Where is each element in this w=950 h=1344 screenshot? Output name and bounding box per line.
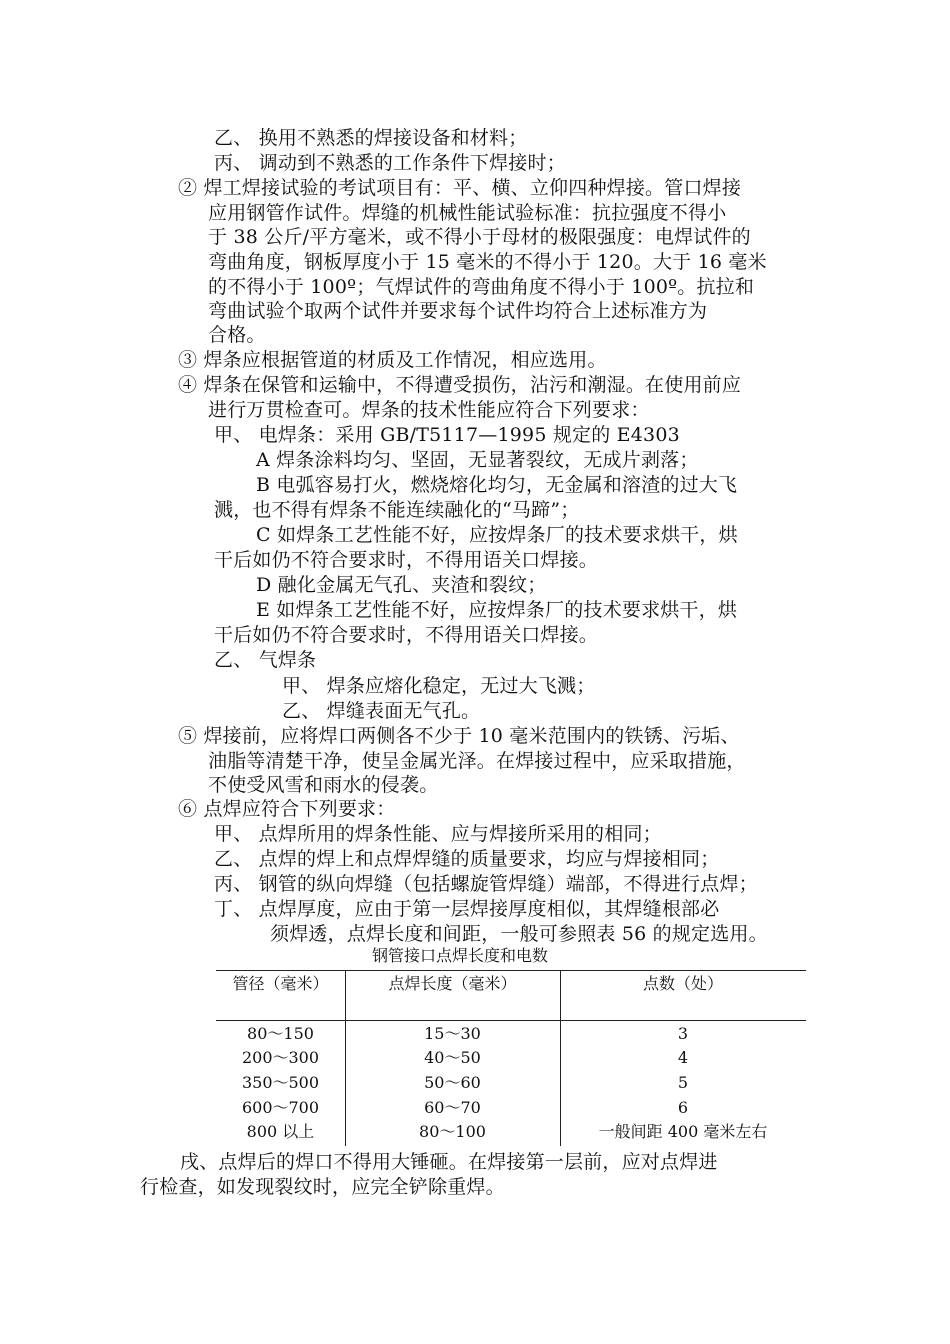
table-cell: 3 [677,1024,689,1043]
table-cell: 350～500 [241,1073,320,1092]
table-cell: 80～100 [419,1122,486,1141]
text-line: 乙、 焊缝表面无气孔。 [282,700,481,722]
table-cell: 4 [677,1048,689,1067]
text-line: B 电弧容易打火，燃烧熔化均匀，无金属和溶渣的过大飞 [256,474,738,496]
text-line: A 焊条涂料均匀、坚固，无显著裂纹，无成片剥落； [256,449,699,471]
text-line: 应用钢管作试件。焊缝的机械性能试验标准：抗拉强度不得小 [208,202,727,224]
text-line: 须焊透，点焊长度和间距，一般可参照表 56 的规定选用。 [270,923,768,945]
table-cell: 800 以上 [246,1122,315,1141]
text-line: 合格。 [208,324,266,346]
text-line: 不使受风雪和雨水的侵袭。 [208,774,439,796]
text-line: ④ 焊条在保管和运输中，不得遭受损伤，沾污和潮湿。在使用前应 [178,374,742,396]
text-line: 甲、 焊条应熔化稳定，无过大飞溅； [282,675,596,697]
table-header-cell: 管径（毫米） [232,974,329,993]
text-line: 油脂等清楚干净，使呈金属光泽。在焊接过程中，应采取措施， [208,750,746,772]
text-line: 干后如仍不符合要求时，不得用语关口焊接。 [214,624,599,646]
table-cell: 50～60 [424,1073,481,1092]
table-cell: 5 [677,1073,689,1092]
text-line: ⑤ 焊接前，应将焊口两侧各不少于 10 毫米范围内的铁锈、污垢、 [178,725,740,747]
text-line: ② 焊工焊接试验的考试项目有：平、横、立仰四种焊接。管口焊接 [178,177,742,199]
text-line: 乙、 换用不熟悉的焊接设备和材料； [214,127,528,149]
table-cell: 600～700 [241,1098,320,1117]
text-line: 丁、 点焊厚度，应由于第一层焊接厚度相似，其焊缝根部必 [214,898,720,920]
text-line: 丙、 调动到不熟悉的工作条件下焊接时； [214,152,566,174]
text-line: D 融化金属无气孔、夹渣和裂纹； [256,574,547,596]
table-cell: 80～150 [247,1024,314,1043]
table-cell: 60～70 [424,1098,481,1117]
text-line: 弯曲角度，钢板厚度小于 15 毫米的不得小于 120。大于 16 毫米 [208,251,767,273]
spot-weld-table [216,970,806,1146]
text-line: 甲、 电焊条：采用 GB/T5117—1995 规定的 E4303 [214,424,680,446]
table-cell: 200～300 [241,1048,320,1067]
table-cell: 6 [677,1098,689,1117]
table-cell: 15～30 [424,1024,481,1043]
text-line: 乙、 气焊条 [214,649,317,671]
table-cell: 40～50 [424,1048,481,1067]
text-line: 于 38 公斤/平方毫米，或不得小于母材的极限强度：电焊试件的 [208,226,751,248]
text-line: ③ 焊条应根据管道的材质及工作情况，相应选用。 [178,349,607,371]
table-title: 钢管接口点焊长度和电数 [372,946,549,965]
text-line: 戌、点焊后的焊口不得用大锤砸。在焊接第一层前，应对点焊进 [180,1151,718,1173]
text-line: 溅，也不得有焊条不能连续融化的“马蹄”； [214,499,580,521]
text-line: 行检查，如发现裂纹时，应完全铲除重焊。 [140,1176,505,1198]
text-line: E 如焊条工艺性能不好，应按焊条厂的技术要求烘干，烘 [256,599,738,621]
text-line: 甲、 点焊所用的焊条性能、应与焊接所采用的相同； [214,823,662,845]
text-line: 干后如仍不符合要求时，不得用语关口焊接。 [214,549,599,571]
table-header-cell: 点数（处） [642,974,723,993]
text-line: 丙、 钢管的纵向焊缝（包括螺旋管焊缝）端部，不得进行点焊； [214,873,758,895]
table-top-rule [216,970,806,971]
table-header-rule [216,1020,806,1021]
text-line: 的不得小于 100º；气焊试件的弯曲角度不得小于 100º。抗拉和 [208,276,755,298]
text-line: 乙、 点焊的焊上和点焊焊缝的质量要求，均应与焊接相同； [214,848,720,870]
table-cell: 一般间距 400 毫米左右 [598,1122,768,1141]
table-header-cell: 点焊长度（毫米） [388,974,517,993]
text-line: 进行万贯检查可。焊条的技术性能应符合下列要求： [208,399,650,421]
text-line: C 如焊条工艺性能不好，应按焊条厂的技术要求烘干，烘 [256,524,738,546]
text-line: ⑥ 点焊应符合下列要求： [178,798,396,820]
text-line: 弯曲试验个取两个试件并要求每个试件均符合上述标准方为 [208,300,708,322]
